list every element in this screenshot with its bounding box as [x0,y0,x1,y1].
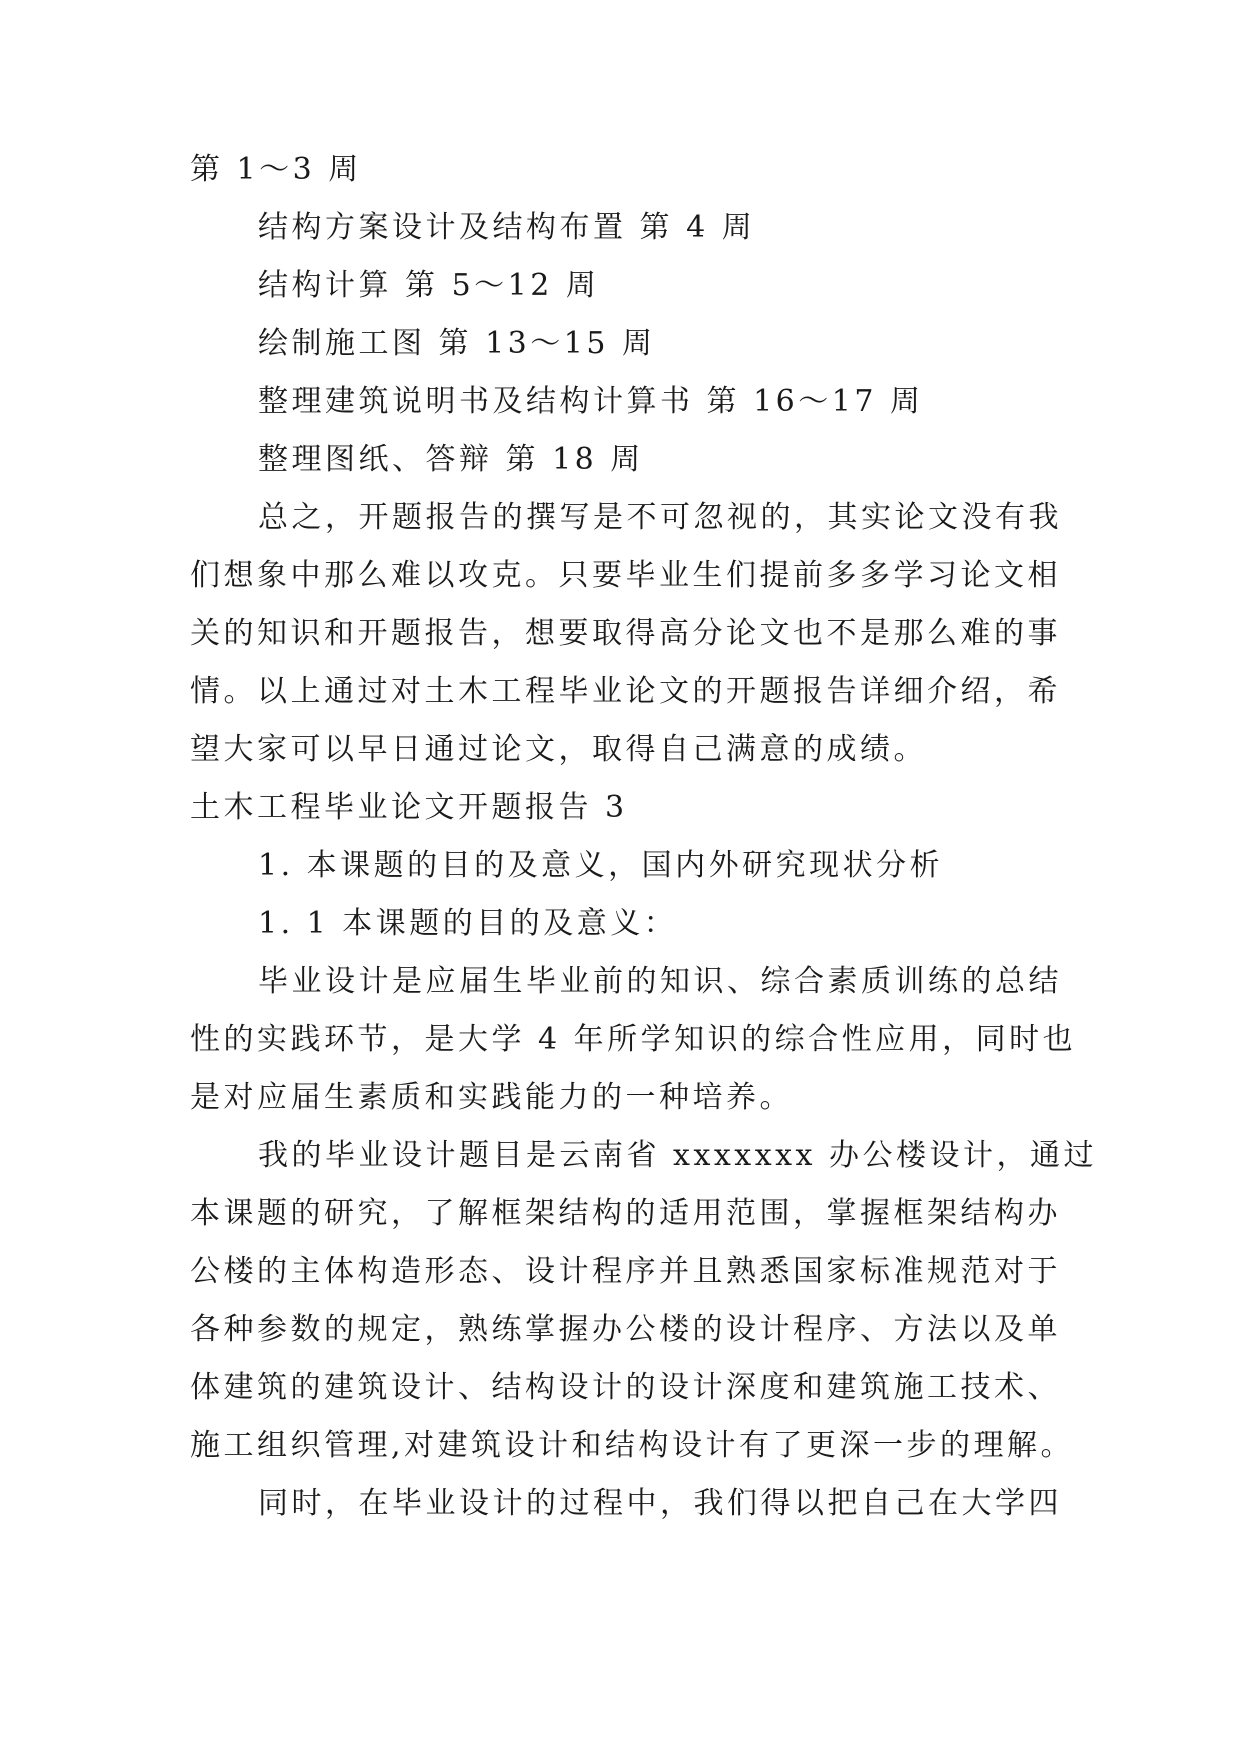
paragraph-line: 总之，开题报告的撰写是不可忽视的，其实论文没有我 [258,500,1062,535]
heading-1: 1. 本课题的目的及意义，国内外研究现状分析 [258,848,944,883]
paragraph-line: 公楼的主体构造形态、设计程序并且熟悉国家标准规范对于 [190,1254,1061,1289]
schedule-line-defense: 整理图纸、答辩 第 18 周 [258,442,644,477]
paragraph-line: 是对应届生素质和实践能力的一种培养。 [190,1080,793,1115]
paragraph-line: 望大家可以早日通过论文，取得自己满意的成绩。 [190,732,927,767]
paragraph-line: 关的知识和开题报告，想要取得高分论文也不是那么难的事 [190,616,1061,651]
paragraph-line: 性的实践环节，是大学 4 年所学知识的综合性应用，同时也 [190,1022,1077,1057]
paragraph-line: 体建筑的建筑设计、结构设计的设计深度和建筑施工技术、 [190,1370,1061,1405]
paragraph-line: 毕业设计是应届生毕业前的知识、综合素质训练的总结 [258,964,1062,999]
paragraph-line: 们想象中那么难以攻克。只要毕业生们提前多多学习论文相 [190,558,1061,593]
schedule-line-structure-scheme: 结构方案设计及结构布置 第 4 周 [258,210,756,245]
paragraph-line: 同时，在毕业设计的过程中，我们得以把自己在大学四 [258,1486,1062,1521]
paragraph-line: 施工组织管理,对建筑设计和结构设计有了更深一步的理解。 [190,1428,1075,1463]
schedule-line-structure-calc: 结构计算 第 5～12 周 [258,268,600,303]
paragraph-line: 我的毕业设计题目是云南省 xxxxxxx 办公楼设计，通过 [258,1138,1098,1173]
paragraph-line: 各种参数的规定，熟练掌握办公楼的设计程序、方法以及单 [190,1312,1061,1347]
section-title: 土木工程毕业论文开题报告 3 [190,790,628,825]
schedule-line-manuals: 整理建筑说明书及结构计算书 第 16～17 周 [258,384,924,419]
paragraph-line: 本课题的研究，了解框架结构的适用范围，掌握框架结构办 [190,1196,1061,1231]
paragraph-line: 情。以上通过对土木工程毕业论文的开题报告详细介绍，希 [190,674,1061,709]
heading-1-1: 1. 1 本课题的目的及意义： [258,906,678,941]
schedule-line-drawings: 绘制施工图 第 13～15 周 [258,326,656,361]
schedule-line-weeks-1-3: 第 1～3 周 [190,152,362,187]
